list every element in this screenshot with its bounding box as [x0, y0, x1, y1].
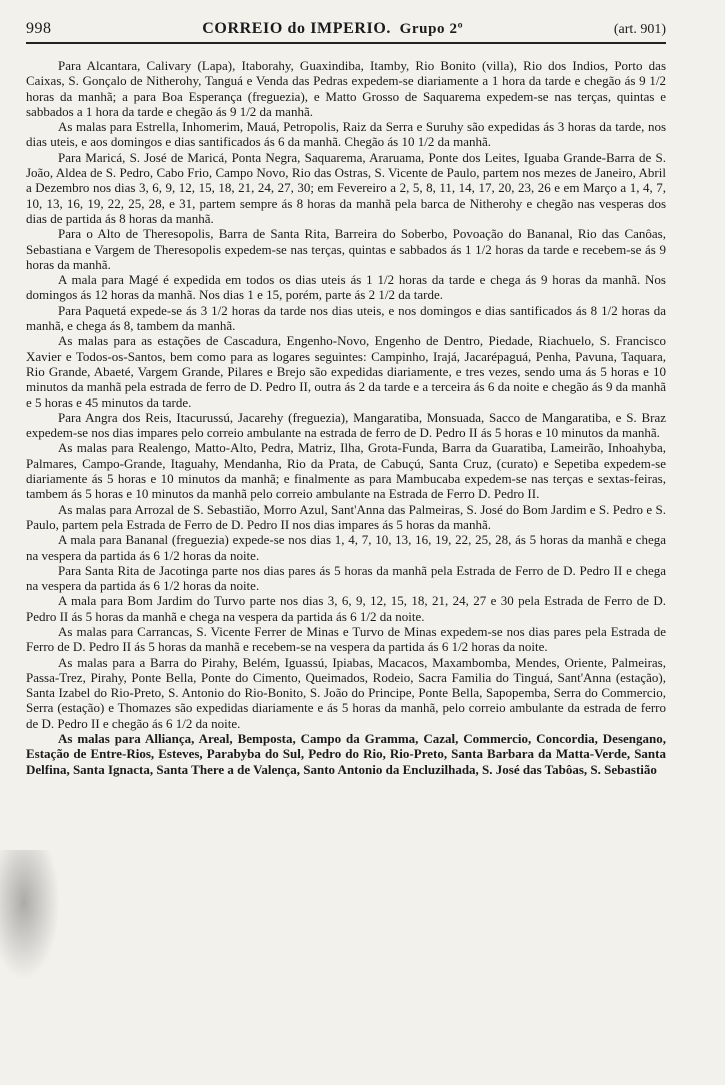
article-reference: (art. 901)	[613, 22, 666, 37]
paragraph-carrancas: As malas para Carrancas, S. Vicente Ferrer de Minas e Turvo de Minas expedem-se nos dias pares pela Estrada de Ferro de D. Pedro II ás 5 horas da manhã e recebem-se na vespera da partida ás 6 1/2 horas da noite.	[26, 623, 666, 655]
paragraph-realengo: As malas para Realengo, Matto-Alto, Pedra, Matriz, Ilha, Grota-Funda, Barra da Guaratiba, Lameirão, Inhoahyba, Palmares, Campo-Grande, Itaguahy, Mendanha, Rio da Prata, de Cabuçú, Santa Cruz, (curato) e Sepetiba expedem-se diariamente ás 5 horas e 10 minutos da manhã; e finalmente as para Mambucaba expedem-se nas terças e sextas-feiras, tambem ás 5 horas e 10 minutos da manhã pelo correio ambulante na Estrada de Ferro D. Pedro II.	[26, 440, 666, 502]
paragraph-bananal: A mala para Bananal (freguezia) expede-se nos dias 1, 4, 7, 10, 13, 16, 19, 22, 25, 28, ás 5 horas da manhã e chega na vespera da partida ás 6 1/2 horas da noite.	[26, 532, 666, 563]
document-page	[26, 20, 666, 777]
paragraph-barra-pirahy: As malas para a Barra do Pirahy, Belém, Iguassú, Ipiabas, Macacos, Maxambomba, Mendes, Oriente, Palmeiras, Passa-Trez, Pirahy, Ponte Bella, Ponte do Cimento, Queimados, Rodeio, Sacra Familia do Tinguá, Sant'Anna (estação), Santa Izabel do Rio-Preto, S. Antonio do Rio-Bonito, S. João do Principe, Ponte Bella, Sapopemba, Serra do Commercio, Serra (estação) e Thomazes são expedidas diariamente e ás 5 horas da manhã, pelo correio ambulante da estrada de ferro de D. Pedro II e chegão ás 6 1/2 da noite.	[26, 654, 666, 731]
paragraph-allianca: As malas para Alliança, Areal, Bemposta, Campo da Gramma, Cazal, Commercio, Concordia, Desengano, Estação de Entre-Rios, Esteves, Parabyba do Sul, Pedro do Rio, Rio-Preto, Santa Barbara da Matta-Verde, Santa Delfina, Santa Ignacta, Santa There a de Valença, Santo Antonio da Encluzilhada, S. José das Tabôas, S. Sebastião	[26, 731, 666, 777]
paragraph-cascadura: As malas para as estações de Cascadura, Engenho-Novo, Engenho de Dentro, Piedade, Riachuelo, S. Francisco Xavier e Todos-os-Santos, bem como para as logares seguintes: Campinho, Irajá, Jacarépaguá, Penha, Pavuna, Taquara, Rio Grande, Abaeté, Vargem Grande, Pilares e Brejo são expedidas diariamente, e tres vezes, sendo uma ás 5 horas e 10 minutos da manhã pela estrada de ferro de D. Pedro II, outra ás 2 da tarde e a terceira ás 6 da noite e chegão ás 9 da manhã e 5 horas e 45 minutos da tarde.	[26, 333, 666, 410]
running-title	[202, 20, 463, 38]
paragraph-mage: A mala para Magé é expedida em todos os dias uteis ás 1 1/2 horas da tarde e chega ás 9 horas da manhã. Nos domingos ás 12 horas da manhã. Nos dias 1 e 15, porém, parte ás 2 1/2 da tarde.	[26, 272, 666, 303]
paragraph-estrella: As malas para Estrella, Inhomerim, Mauá, Petropolis, Raiz da Serra e Suruhy são expedidas ás 3 horas da tarde, nos dias uteis, e aos domingos e dias santificados ás 6 da manhã. Chegão ás 10 1/2 da manhã.	[26, 119, 666, 150]
paragraph-marica: Para Maricá, S. José de Maricá, Ponta Negra, Saquarema, Araruama, Ponte dos Leites, Iguaba Grande-Barra de S. João, Aldea de S. Pedro, Cabo Frio, Campo Novo, Rio das Ostras, S. Vicente de Paulo, partem nos mezes de Janeiro, Abril a Dezembro nos dias 3, 6, 9, 12, 15, 18, 21, 24, 27, 30; em Fevereiro a 2, 5, 8, 11, 14, 17, 20, 23, 26 e em Março a 1, 4, 7, 10, 13, 16, 19, 22, 25, 28, e 31, partem sempre ás 8 horas da manhã pela barca de Nitherohy e chegão nas vesperas dos dias de partida ás 8 horas da manhã.	[26, 149, 666, 226]
paragraph-alcantara: Para Alcantara, Calivary (Lapa), Itaborahy, Guaxindiba, Itamby, Rio Bonito (villa), Rio dos Indios, Porto das Caixas, S. Gonçalo de Nitherohy, Tanguá e Venda das Pedras expedem-se diariamente a 1 hora da tarde e chegão ás 9 1/2 horas da manhã; a para Boa Esperança (freguezia), e Matto Grosso de Saquarema expedem-se nas terças, quintas e sabbados a 1 hora da tarde e chegão ás 9 1/2 da manhã.	[26, 58, 666, 119]
paragraph-paqueta: Para Paquetá expede-se ás 3 1/2 horas da tarde nos dias uteis, e nos domingos e dias santificados ás 8 1/2 horas da manhã, e chega ás 8, tambem da manhã.	[26, 302, 666, 334]
group-label: Grupo 2º	[399, 21, 464, 37]
ink-smudge	[0, 850, 60, 980]
page-number: 998	[26, 20, 52, 37]
paragraph-bom-jardim: A mala para Bom Jardim do Turvo parte nos dias 3, 6, 9, 12, 15, 18, 21, 24, 27 e 30 pela Estrada de Ferro de D. Pedro II ás 5 horas da manhã e chega na vespera da partida ás 6 1/2 da noite.	[26, 593, 666, 624]
newspaper-title: CORREIO do IMPERIO.	[202, 20, 392, 37]
paragraph-angra: Para Angra dos Reis, Itacurussú, Jacarehy (freguezia), Mangaratiba, Monsuada, Sacco de Mangaratiba, e S. Braz expedem-se nos dias impares pelo correio ambulante na estrada de ferro de D. Pedro II ás 5 horas e 10 minutos da manhã.	[26, 409, 666, 441]
paragraph-santa-rita: Para Santa Rita de Jacotinga parte nos dias pares ás 5 horas da manhã pela Estrada de Ferro de D. Pedro II e chega na vespera da partida ás 6 1/2 horas da noite.	[26, 562, 666, 594]
document-body	[26, 58, 666, 777]
paragraph-theresopolis: Para o Alto de Theresopolis, Barra de Santa Rita, Barreira do Soberbo, Povoação do Bananal, Rio das Canôas, Sebastiana e Vargem de Theresopolis expedem-se nas terças, quintas e sabbados ás 1 1/2 horas da tarde e recebem-se ás 9 horas da manhã.	[26, 226, 666, 272]
page-header	[26, 20, 666, 44]
paragraph-arrozal: As malas para Arrozal de S. Sebastião, Morro Azul, Sant'Anna das Palmeiras, S. José do Bom Jardim e S. Pedro e S. Paulo, partem pela Estrada de Ferro de D. Pedro II nos dias impares ás 5 horas da manhã.	[26, 501, 666, 532]
